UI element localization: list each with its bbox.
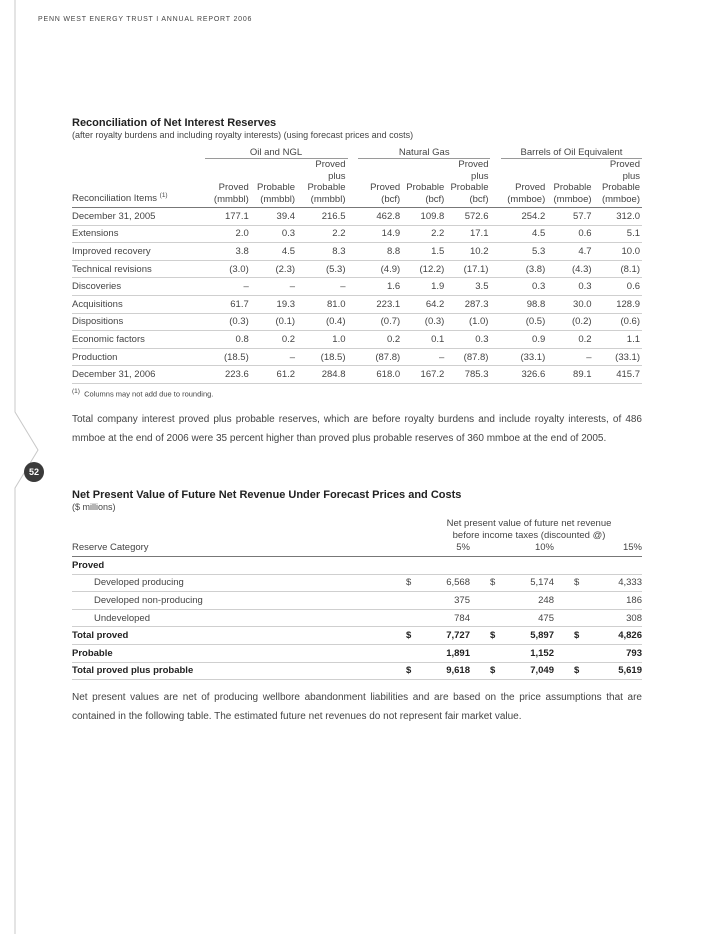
cell-value: 572.6 bbox=[446, 208, 490, 226]
table-row bbox=[72, 644, 642, 662]
cell-value: 248 bbox=[510, 592, 554, 610]
cell-value: $ bbox=[554, 574, 596, 592]
cell-value: 254.2 bbox=[501, 208, 547, 226]
cell-value: (0.4) bbox=[297, 313, 347, 331]
row-label: Economic factors bbox=[72, 331, 205, 349]
cell-value: 5.1 bbox=[594, 225, 642, 243]
cell-value: $ bbox=[554, 662, 596, 680]
cell-value: 14.9 bbox=[358, 225, 402, 243]
cell-value: 2.0 bbox=[205, 225, 251, 243]
col-header: Proved (bcf) bbox=[358, 159, 402, 208]
npv-section bbox=[72, 489, 642, 680]
cell-value: 216.5 bbox=[297, 208, 347, 226]
cell-value: 61.7 bbox=[205, 295, 251, 313]
page-number: 52 bbox=[24, 462, 44, 482]
npv-col-5: 5% bbox=[386, 542, 470, 557]
row-label: Developed producing bbox=[72, 574, 386, 592]
row-label: Total proved plus probable bbox=[72, 662, 386, 680]
cell-value: 0.2 bbox=[547, 331, 593, 349]
table-row bbox=[72, 366, 642, 384]
cell-value: (0.6) bbox=[594, 313, 642, 331]
row-label: December 31, 2005 bbox=[72, 208, 205, 226]
cell-value: (4.3) bbox=[547, 260, 593, 278]
row-label: Acquisitions bbox=[72, 295, 205, 313]
cell-value: 9,618 bbox=[426, 662, 470, 680]
cell-value: 0.9 bbox=[501, 331, 547, 349]
cell-value: (0.3) bbox=[205, 313, 251, 331]
cell-value: 186 bbox=[596, 592, 642, 610]
cell-value: (18.5) bbox=[297, 348, 347, 366]
paragraph-npv: Net present values are net of producing wellbore abandonment liabilities and are based on the price assumptions that are contained in the following table. The estimated future net revenues do not represent fair market value. bbox=[72, 692, 642, 722]
cell-value: 1.6 bbox=[358, 278, 402, 296]
npv-row-header: Reserve Category bbox=[72, 542, 386, 557]
cell-value: 284.8 bbox=[297, 366, 347, 384]
cell-value: 19.3 bbox=[251, 295, 297, 313]
cell-value: (2.3) bbox=[251, 260, 297, 278]
cell-value: 785.3 bbox=[446, 366, 490, 384]
cell-value: 81.0 bbox=[297, 295, 347, 313]
cell-value: 287.3 bbox=[446, 295, 490, 313]
cell-value: – bbox=[205, 278, 251, 296]
recon-footnote: $^{(1)}$ Columns may not add due to rounding. bbox=[72, 387, 214, 399]
cell-value: (8.1) bbox=[594, 260, 642, 278]
cell-value: (87.8) bbox=[358, 348, 402, 366]
cell-value bbox=[470, 609, 510, 627]
cell-value: 167.2 bbox=[402, 366, 446, 384]
table-row bbox=[72, 208, 642, 226]
cell-value: 109.8 bbox=[402, 208, 446, 226]
cell-value: (0.2) bbox=[547, 313, 593, 331]
row-label: Undeveloped bbox=[72, 609, 386, 627]
row-label: Probable bbox=[72, 644, 386, 662]
npv-col-15: 15% bbox=[554, 542, 642, 557]
running-header: PENN WEST ENERGY TRUST I ANNUAL REPORT 2006 bbox=[38, 16, 253, 23]
cell-value: 5,174 bbox=[510, 574, 554, 592]
cell-value: 326.6 bbox=[501, 366, 547, 384]
cell-value: 7,049 bbox=[510, 662, 554, 680]
cell-value: 10.0 bbox=[594, 243, 642, 261]
cell-value bbox=[554, 644, 596, 662]
cell-value: (3.0) bbox=[205, 260, 251, 278]
cell-value: (1.0) bbox=[446, 313, 490, 331]
cell-value: 784 bbox=[426, 609, 470, 627]
cell-value: 6,568 bbox=[426, 574, 470, 592]
row-label: Discoveries bbox=[72, 278, 205, 296]
col-header: Proved (mmbbl) bbox=[205, 159, 251, 208]
table-row bbox=[72, 609, 642, 627]
cell-value bbox=[470, 644, 510, 662]
npv-col-10: 10% bbox=[470, 542, 554, 557]
cell-value: 4.5 bbox=[251, 243, 297, 261]
cell-value: 475 bbox=[510, 609, 554, 627]
cell-value: 7,727 bbox=[426, 627, 470, 645]
table-row bbox=[72, 295, 642, 313]
col-header: Proved (mmboe) bbox=[501, 159, 547, 208]
cell-value: 5,619 bbox=[596, 662, 642, 680]
cell-value: 4.5 bbox=[501, 225, 547, 243]
cell-value: $ bbox=[386, 662, 426, 680]
cell-value: 3.8 bbox=[205, 243, 251, 261]
cell-value: 3.5 bbox=[446, 278, 490, 296]
row-label: Technical revisions bbox=[72, 260, 205, 278]
table-row bbox=[72, 225, 642, 243]
cell-value: 1.1 bbox=[594, 331, 642, 349]
table-row bbox=[72, 243, 642, 261]
npv-table bbox=[72, 518, 642, 680]
cell-value: 0.3 bbox=[251, 225, 297, 243]
cell-value: 17.1 bbox=[446, 225, 490, 243]
cell-value: (3.8) bbox=[501, 260, 547, 278]
cell-value: 5,897 bbox=[510, 627, 554, 645]
cell-value: 30.0 bbox=[547, 295, 593, 313]
cell-value: 223.6 bbox=[205, 366, 251, 384]
cell-value: (5.3) bbox=[297, 260, 347, 278]
row-header: Reconciliation Items $^{(1)}$ bbox=[72, 159, 205, 208]
cell-value: 57.7 bbox=[547, 208, 593, 226]
cell-value: – bbox=[547, 348, 593, 366]
cell-value: 1,891 bbox=[426, 644, 470, 662]
cell-value: 415.7 bbox=[594, 366, 642, 384]
cell-value: 0.2 bbox=[358, 331, 402, 349]
cell-value: 5.3 bbox=[501, 243, 547, 261]
cell-value: – bbox=[297, 278, 347, 296]
cell-value: – bbox=[251, 278, 297, 296]
recon-title: Reconciliation of Net Interest Reserves bbox=[72, 117, 277, 129]
npv-title: Net Present Value of Future Net Revenue Under Forecast Prices and Costs bbox=[72, 489, 462, 501]
cell-value: 10.2 bbox=[446, 243, 490, 261]
cell-value: $ bbox=[470, 627, 510, 645]
cell-value: 462.8 bbox=[358, 208, 402, 226]
table-row bbox=[72, 313, 642, 331]
table-row bbox=[72, 331, 642, 349]
cell-value: 312.0 bbox=[594, 208, 642, 226]
cell-value: 0.3 bbox=[446, 331, 490, 349]
cell-value: (33.1) bbox=[501, 348, 547, 366]
cell-value: $ bbox=[386, 627, 426, 645]
cell-value: 375 bbox=[426, 592, 470, 610]
cell-value: 4,333 bbox=[596, 574, 642, 592]
reconciliation-section bbox=[72, 117, 642, 398]
cell-value: 61.2 bbox=[251, 366, 297, 384]
cell-value: 4.7 bbox=[547, 243, 593, 261]
row-label: Production bbox=[72, 348, 205, 366]
row-label: Dispositions bbox=[72, 313, 205, 331]
cell-value: 4,826 bbox=[596, 627, 642, 645]
cell-value: 89.1 bbox=[547, 366, 593, 384]
group-natural-gas: Natural Gas bbox=[358, 143, 490, 159]
cell-value: $ bbox=[554, 627, 596, 645]
table-row bbox=[72, 592, 642, 610]
cell-value: 64.2 bbox=[402, 295, 446, 313]
cell-value: 0.1 bbox=[402, 331, 446, 349]
cell-value: 0.8 bbox=[205, 331, 251, 349]
cell-value: 2.2 bbox=[297, 225, 347, 243]
cell-value: 39.4 bbox=[251, 208, 297, 226]
cell-value: (0.7) bbox=[358, 313, 402, 331]
cell-value: 2.2 bbox=[402, 225, 446, 243]
cell-value: (12.2) bbox=[402, 260, 446, 278]
row-label: Total proved bbox=[72, 627, 386, 645]
cell-value: $ bbox=[470, 574, 510, 592]
cell-value: (4.9) bbox=[358, 260, 402, 278]
cell-value: 0.3 bbox=[501, 278, 547, 296]
npv-group-header: Net present value of future net revenue before income taxes (discounted @) bbox=[446, 518, 612, 541]
cell-value: 8.8 bbox=[358, 243, 402, 261]
col-header: Proved plus Probable (bcf) bbox=[446, 159, 490, 208]
cell-value: 1.0 bbox=[297, 331, 347, 349]
cell-value: 223.1 bbox=[358, 295, 402, 313]
cell-value: 0.6 bbox=[547, 225, 593, 243]
group-oil-ngl: Oil and NGL bbox=[205, 143, 348, 159]
cell-value bbox=[386, 644, 426, 662]
cell-value: (87.8) bbox=[446, 348, 490, 366]
col-header: Proved plus Probable (mmbbl) bbox=[297, 159, 347, 208]
cell-value: 128.9 bbox=[594, 295, 642, 313]
cell-value: (17.1) bbox=[446, 260, 490, 278]
col-header: Proved plus Probable (mmboe) bbox=[594, 159, 642, 208]
cell-value: 618.0 bbox=[358, 366, 402, 384]
cell-value: (0.1) bbox=[251, 313, 297, 331]
row-label: Improved recovery bbox=[72, 243, 205, 261]
cell-value: 0.3 bbox=[547, 278, 593, 296]
col-header: Probable (mmboe) bbox=[547, 159, 593, 208]
cell-value: 0.2 bbox=[251, 331, 297, 349]
paragraph-reserves: Total company interest proved plus probable reserves, which are before royalty burdens and include royalty interests, of 486 mmboe at the end of 2006 were 35 percent higher than proved plus probable reserves of 360 mmboe at the end of 2005. bbox=[72, 414, 642, 444]
table-row bbox=[72, 348, 642, 366]
table-row bbox=[72, 574, 642, 592]
cell-value: $ bbox=[470, 662, 510, 680]
row-label: December 31, 2006 bbox=[72, 366, 205, 384]
table-row bbox=[72, 627, 642, 645]
cell-value bbox=[470, 592, 510, 610]
cell-value: – bbox=[251, 348, 297, 366]
recon-subtitle: (after royalty burdens and including royalty interests) (using forecast prices and costs) bbox=[72, 130, 414, 140]
table-row bbox=[72, 260, 642, 278]
cell-value: 177.1 bbox=[205, 208, 251, 226]
table-row bbox=[72, 278, 642, 296]
cell-value: (0.5) bbox=[501, 313, 547, 331]
table-row bbox=[72, 662, 642, 680]
cell-value bbox=[554, 609, 596, 627]
npv-proved-heading: Proved bbox=[72, 557, 642, 575]
cell-value: $ bbox=[386, 574, 426, 592]
cell-value: 308 bbox=[596, 609, 642, 627]
cell-value: (0.3) bbox=[402, 313, 446, 331]
cell-value: – bbox=[402, 348, 446, 366]
cell-value bbox=[386, 592, 426, 610]
col-header: Probable (mmbbl) bbox=[251, 159, 297, 208]
cell-value bbox=[554, 592, 596, 610]
cell-value: 1.9 bbox=[402, 278, 446, 296]
cell-value: 793 bbox=[596, 644, 642, 662]
cell-value: (18.5) bbox=[205, 348, 251, 366]
cell-value: 1.5 bbox=[402, 243, 446, 261]
cell-value: 1,152 bbox=[510, 644, 554, 662]
cell-value: 98.8 bbox=[501, 295, 547, 313]
cell-value: 0.6 bbox=[594, 278, 642, 296]
cell-value bbox=[386, 609, 426, 627]
reconciliation-table bbox=[72, 143, 642, 384]
col-header: Probable (bcf) bbox=[402, 159, 446, 208]
row-label: Extensions bbox=[72, 225, 205, 243]
cell-value: (33.1) bbox=[594, 348, 642, 366]
npv-subtitle: ($ millions) bbox=[72, 502, 116, 512]
group-boe: Barrels of Oil Equivalent bbox=[501, 143, 642, 159]
row-label: Developed non-producing bbox=[72, 592, 386, 610]
cell-value: 8.3 bbox=[297, 243, 347, 261]
